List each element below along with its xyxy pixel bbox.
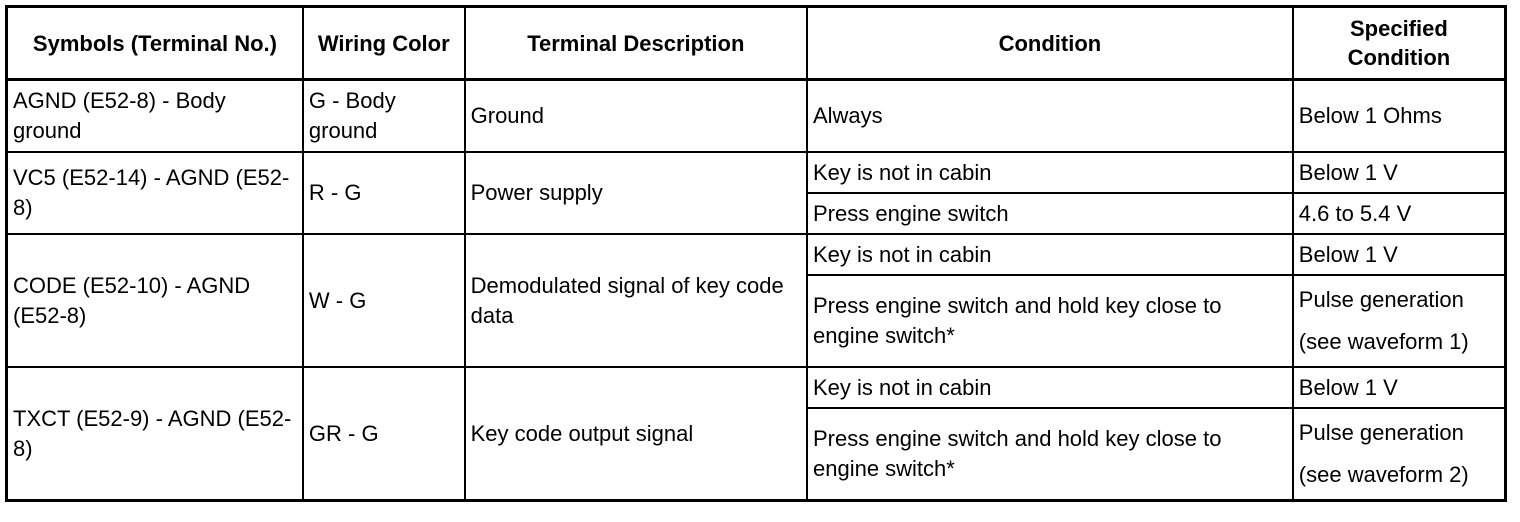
header-specified-condition: Specified Condition [1293,7,1506,80]
description-cell: Key code output signal [465,367,807,501]
symbol-cell: CODE (E52-10) - AGND (E52-8) [7,234,303,367]
specified-value: Pulse generation [1298,287,1464,312]
condition-cell: Always [807,80,1293,153]
wiring-color-cell: GR - G [303,367,465,501]
condition-cell: Press engine switch and hold key close to engine switch* [807,275,1293,367]
header-condition: Condition [807,7,1293,80]
symbol-cell: TXCT (E52-9) - AGND (E52-8) [7,367,303,501]
description-cell: Power supply [465,152,807,234]
table-row [7,80,1506,153]
condition-cell: Key is not in cabin [807,234,1293,275]
specified-cell: 4.6 to 5.4 V [1293,193,1506,234]
description-cell: Demodulated signal of key code data [465,234,807,367]
spacer [1299,315,1499,327]
wiring-color-cell: G - Body ground [303,80,465,153]
specified-cell [1293,275,1506,367]
symbol-cell: AGND (E52-8) - Body ground [7,80,303,153]
specified-cell: Below 1 Ohms [1293,80,1506,153]
table-row [7,152,1506,193]
header-wiring-color: Wiring Color [303,7,465,80]
header-terminal-description: Terminal Description [465,7,807,80]
wiring-color-cell: W - G [303,234,465,367]
symbol-cell: VC5 (E52-14) - AGND (E52-8) [7,152,303,234]
condition-cell: Press engine switch [807,193,1293,234]
specified-value: Pulse generation [1298,420,1464,445]
condition-cell: Press engine switch and hold key close to engine switch* [807,408,1293,501]
spacer [1299,448,1499,460]
specified-note: (see waveform 1) [1298,329,1469,354]
header-symbols: Symbols (Terminal No.) [7,7,303,80]
condition-cell: Key is not in cabin [807,152,1293,193]
specified-cell: Below 1 V [1293,234,1506,275]
condition-cell: Key is not in cabin [807,367,1293,408]
wiring-color-cell: R - G [303,152,465,234]
table-row [7,234,1506,275]
specified-note: (see waveform 2) [1298,462,1469,487]
specified-cell: Below 1 V [1293,152,1506,193]
terminal-spec-table [5,5,1507,502]
description-cell: Ground [465,80,807,153]
specified-cell [1293,408,1506,501]
header-row [7,7,1506,80]
table-row [7,367,1506,408]
specified-cell: Below 1 V [1293,367,1506,408]
